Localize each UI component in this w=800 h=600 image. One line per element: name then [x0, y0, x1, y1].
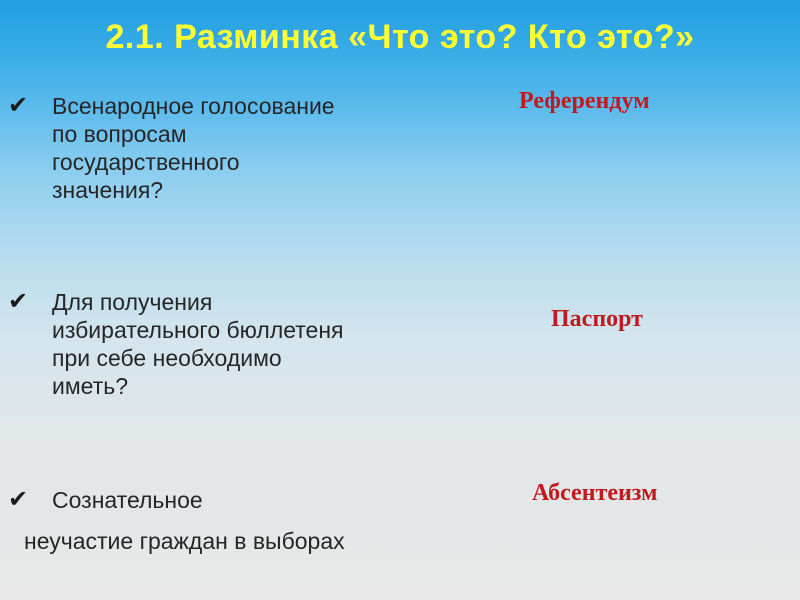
question-1-text [52, 92, 442, 204]
answer-1 [503, 88, 650, 115]
question-2-line-3: при себе необходимо [52, 345, 282, 371]
question-2-line-1: Для получения [52, 289, 213, 315]
question-3-line-2: неучастие граждан в выборах [24, 528, 345, 554]
checkmark-icon: ✔ [8, 486, 29, 513]
answer-2-text: Паспорт [551, 306, 643, 332]
question-1-line-4: значения? [52, 177, 164, 203]
question-1-line-1: Всенародное голосование [52, 93, 335, 119]
question-1-line-2: по вопросам [52, 121, 187, 147]
question-3-line-1: Сознательное [52, 487, 203, 513]
answer-3 [516, 480, 657, 507]
answer-3-text: Абсентеизм [532, 480, 658, 506]
question-2-line-4: иметь? [52, 373, 128, 399]
answer-1-text: Референдум [519, 88, 650, 114]
question-1-line-3: государственного [52, 149, 240, 175]
question-2-line-2: избирательного бюллетеня [52, 317, 344, 343]
checkmark-icon: ✔ [8, 288, 29, 315]
question-2-text [52, 288, 442, 400]
answer-2 [535, 306, 643, 333]
question-3-text [24, 486, 442, 555]
checkmark-icon: ✔ [8, 92, 29, 119]
slide-title: 2.1. Разминка «Что это? Кто это?» [105, 18, 695, 56]
